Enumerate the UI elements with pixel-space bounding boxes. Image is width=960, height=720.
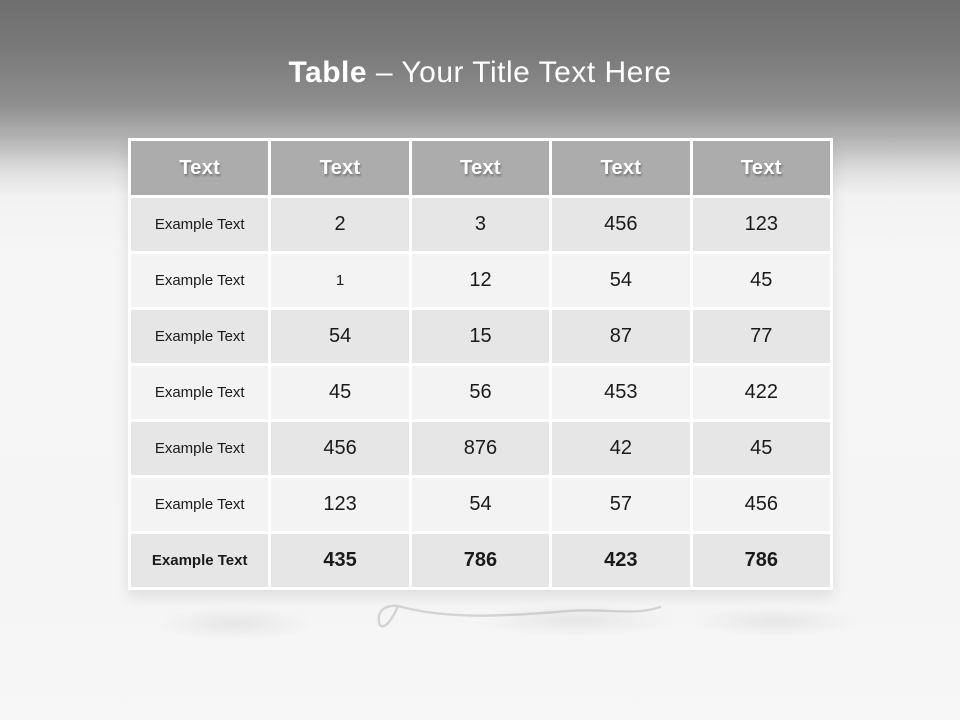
value-cell: 77 xyxy=(693,310,830,363)
page-title-bold: Table xyxy=(288,56,368,89)
table-row xyxy=(131,254,830,307)
value-cell: 57 xyxy=(552,478,689,531)
column-header: Text xyxy=(412,141,549,195)
value-cell: 45 xyxy=(693,422,830,475)
value-cell: 54 xyxy=(412,478,549,531)
page-title xyxy=(0,56,960,90)
value-cell: 123 xyxy=(693,198,830,251)
table-header-row xyxy=(131,141,830,195)
value-cell: 423 xyxy=(552,534,689,587)
value-cell: 87 xyxy=(552,310,689,363)
row-label: Example Text xyxy=(131,254,268,307)
row-label: Example Text xyxy=(131,310,268,363)
table-head xyxy=(131,141,830,195)
value-cell: 45 xyxy=(271,366,408,419)
value-cell: 54 xyxy=(271,310,408,363)
value-cell: 42 xyxy=(552,422,689,475)
value-cell: 2 xyxy=(271,198,408,251)
value-cell: 3 xyxy=(412,198,549,251)
table-row xyxy=(131,534,830,587)
value-cell: 786 xyxy=(693,534,830,587)
value-cell: 56 xyxy=(412,366,549,419)
table-row xyxy=(131,422,830,475)
decorative-swirl xyxy=(368,598,668,640)
table-row xyxy=(131,478,830,531)
value-cell: 453 xyxy=(552,366,689,419)
row-label: Example Text xyxy=(131,198,268,251)
value-cell: 456 xyxy=(693,478,830,531)
column-header: Text xyxy=(693,141,830,195)
value-cell: 15 xyxy=(412,310,549,363)
value-cell: 876 xyxy=(412,422,549,475)
value-cell: 123 xyxy=(271,478,408,531)
table-row xyxy=(131,310,830,363)
table-row xyxy=(131,366,830,419)
value-cell: 54 xyxy=(552,254,689,307)
table-row xyxy=(131,198,830,251)
value-cell: 456 xyxy=(271,422,408,475)
value-cell: 786 xyxy=(412,534,549,587)
row-label: Example Text xyxy=(131,366,268,419)
column-header: Text xyxy=(131,141,268,195)
column-header: Text xyxy=(271,141,408,195)
table-body xyxy=(131,198,830,587)
value-cell: 12 xyxy=(412,254,549,307)
value-cell: 1 xyxy=(271,254,408,307)
value-cell: 45 xyxy=(693,254,830,307)
column-header: Text xyxy=(552,141,689,195)
page-title-rest: – Your Title Text Here xyxy=(367,56,672,89)
row-label: Example Text xyxy=(131,534,268,587)
decorative-shadow-blob xyxy=(155,606,315,640)
value-cell: 456 xyxy=(552,198,689,251)
decorative-shadow-blob xyxy=(470,604,680,636)
value-cell: 422 xyxy=(693,366,830,419)
data-table xyxy=(128,138,833,590)
value-cell: 435 xyxy=(271,534,408,587)
decorative-shadow-blob xyxy=(690,606,860,636)
row-label: Example Text xyxy=(131,422,268,475)
row-label: Example Text xyxy=(131,478,268,531)
